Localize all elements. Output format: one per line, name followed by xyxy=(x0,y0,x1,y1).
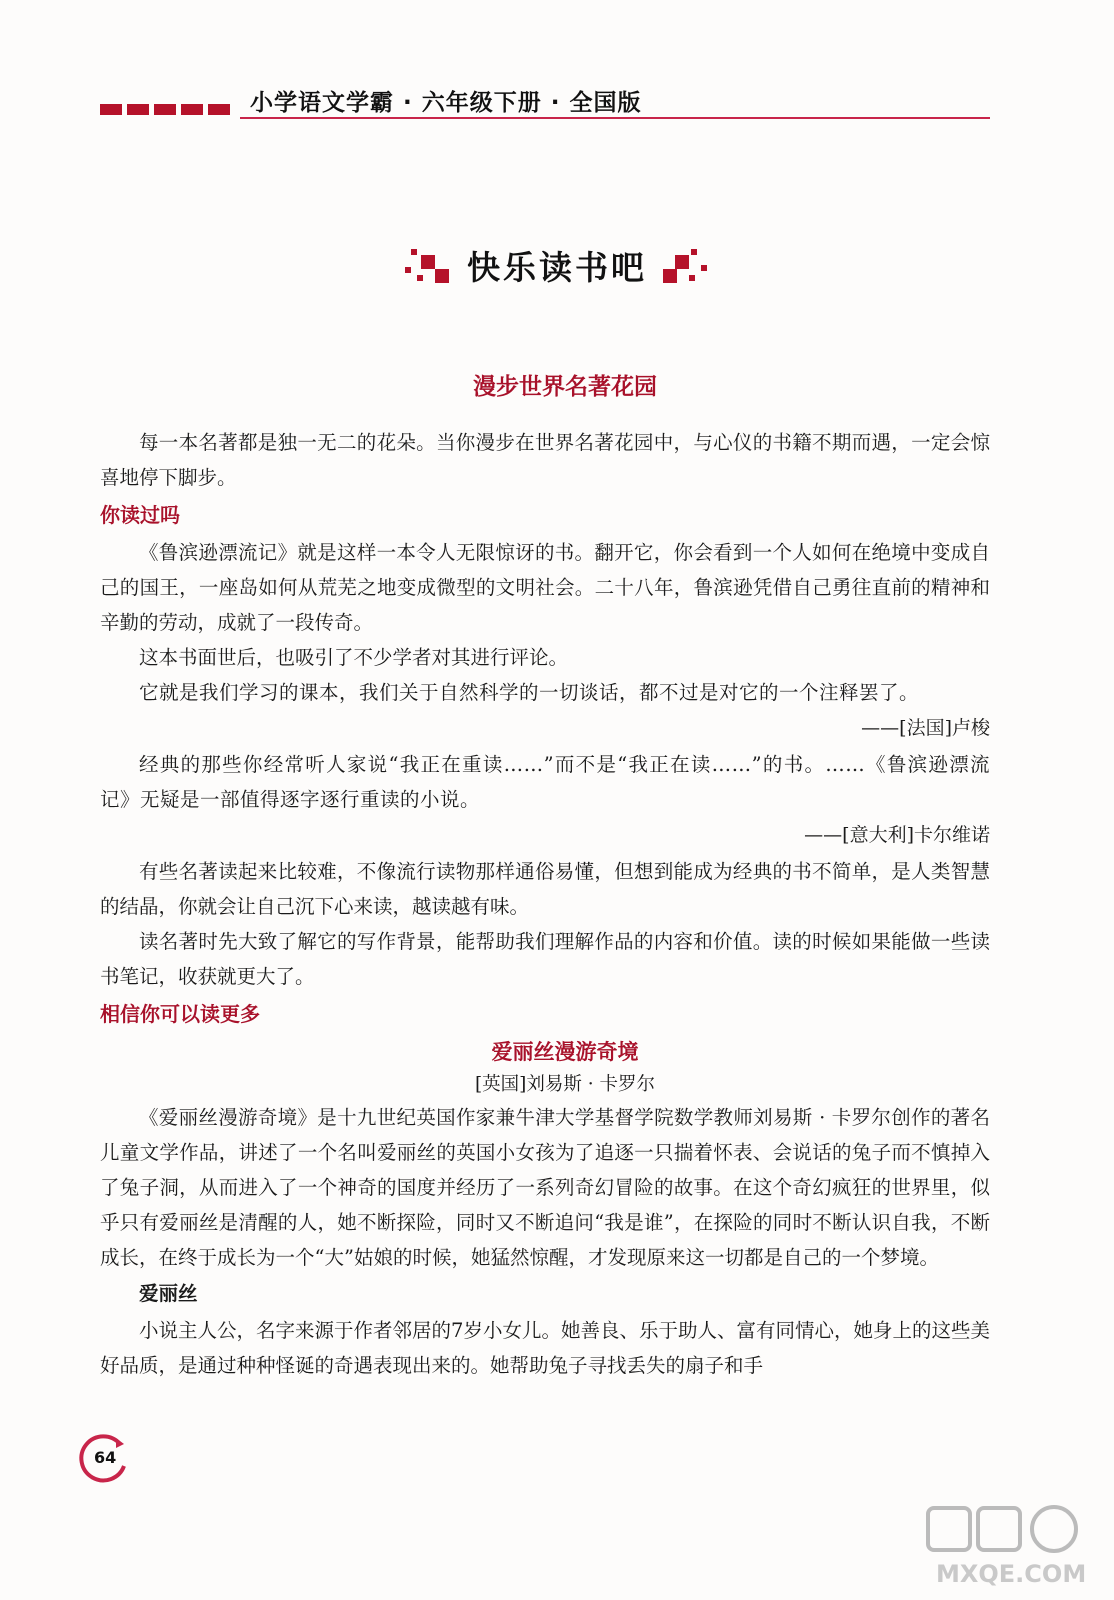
book-title: 爱丽丝漫游奇境 xyxy=(491,1040,639,1064)
book-author: [英国]刘易斯 · 卡罗尔 xyxy=(474,1074,656,1095)
section-banner xyxy=(0,242,1114,289)
watermark-logo-icon xyxy=(926,1502,1086,1594)
svg-text:MXQE.COM: MXQE.COM xyxy=(936,1560,1086,1588)
attribution-rousseau: ——[法国]卢梭 xyxy=(861,717,990,739)
paragraph-alice-summary: 《爱丽丝漫游奇境》是十九世纪英国作家兼牛津大学基督学院数学教师刘易斯 · 卡罗尔创作的著名儿童文学作品，讲述了一个名叫爱丽丝的英国小女孩为了追逐一只揣着怀表、会说话的兔子而不慎掉入了兔子洞，从而进入了一个神奇的国度并经历了一系列奇幻冒险的故事。在这个奇幻疯狂的世界里，似乎只有爱丽丝是清醒的人，她不断探险，同时又不断追问“我是谁”，在探险的同时不断认识自我，不断成长，在终于成长为一个“大”姑娘的时候，她猛然惊醒，才发现原来这一切都是自己的一个梦境。 xyxy=(100,1106,990,1269)
article-title: 漫步世界名著花园 xyxy=(473,374,657,400)
section-title: 快乐读书吧 xyxy=(467,248,647,287)
paragraph-reviews: 这本书面世后，也吸引了不少学者对其进行评论。 xyxy=(139,646,569,669)
header-rule xyxy=(240,117,990,119)
running-header-title: 小学语文学霸 · 六年级下册 · 全国版 xyxy=(250,90,642,116)
subheading-have-you-read: 你读过吗 xyxy=(100,503,180,527)
paragraph-alice-character: 小说主人公，名字来源于作者邻居的7岁小女儿。她善良、乐于助人、富有同情心，她身上的这些美好品质，是通过种种怪诞的奇遇表现出来的。她帮助兔子寻找丢失的扇子和手 xyxy=(100,1319,990,1377)
page-number-text: 64 xyxy=(94,1448,117,1467)
intro-paragraph: 每一本名著都是独一无二的花朵。当你漫步在世界名著花园中，与心仪的书籍不期而遇，一定会惊喜地停下脚步。 xyxy=(100,431,990,489)
quote-rousseau: 它就是我们学习的课本，我们关于自然科学的一切谈话，都不过是对它的一个注释罢了。 xyxy=(139,681,920,704)
paragraph-classics-difficulty: 有些名著读起来比较难，不像流行读物那样通俗易懂，但想到能成为经典的书不简单，是人类智慧的结晶，你就会让自己沉下心来读，越读越有味。 xyxy=(100,860,990,918)
header-decoration xyxy=(100,104,230,115)
paragraph-robinson: 《鲁滨逊漂流记》就是这样一本令人无限惊讶的书。翻开它，你会看到一个人如何在绝境中变成自己的国王，一座岛如何从荒芜之地变成微型的文明社会。二十八年，鲁滨逊凭借自己勇往直前的精神和辛勤的劳动，成就了一段传奇。 xyxy=(100,541,990,634)
character-heading: 爱丽丝 xyxy=(139,1282,198,1305)
article-body xyxy=(100,368,990,1383)
page-number xyxy=(72,1430,132,1490)
pixel-ornament-left-icon xyxy=(405,247,453,285)
watermark-logo xyxy=(926,1502,1086,1594)
subheading-read-more: 相信你可以读更多 xyxy=(100,1002,260,1026)
paragraph-reading-tips: 读名著时先大致了解它的写作背景，能帮助我们理解作品的内容和价值。读的时候如果能做一些读书笔记，收获就更大了。 xyxy=(100,930,990,988)
attribution-calvino: ——[意大利]卡尔维诺 xyxy=(804,824,990,846)
pixel-ornament-right-icon xyxy=(661,247,709,285)
quote-calvino: 经典的那些你经常听人家说“我正在重读……”而不是“我正在读……”的书。……《鲁滨逊漂流记》无疑是一部值得逐字逐行重读的小说。 xyxy=(100,753,990,811)
